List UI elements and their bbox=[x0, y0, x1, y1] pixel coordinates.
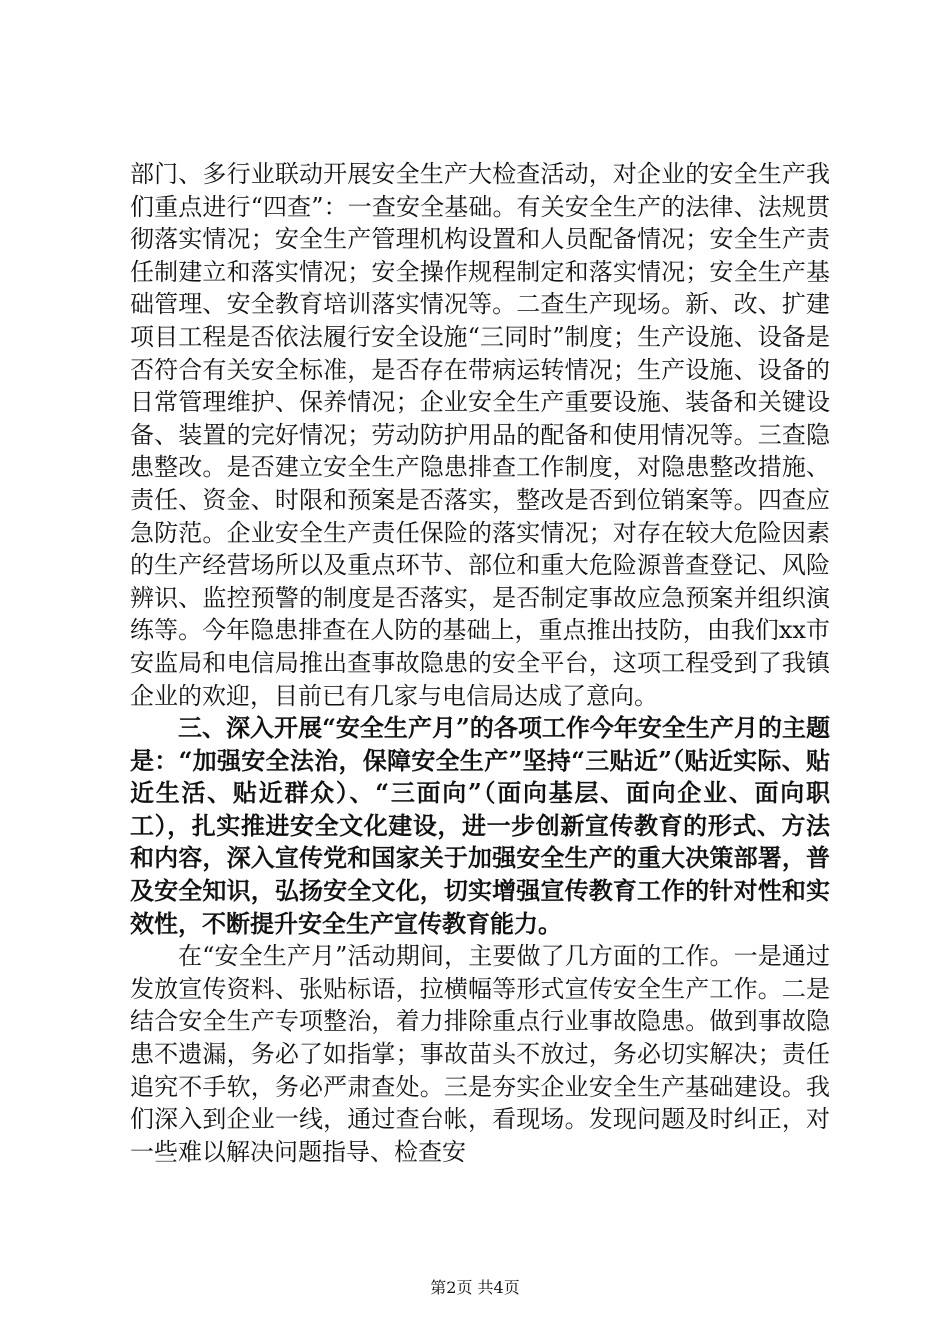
page-number-footer: 第2页 共4页 bbox=[430, 1278, 520, 1297]
paragraph-safety-inspection: 部门、多行业联动开展安全生产大检查活动，对企业的安全生产我们重点进行“四查”：一查安全基础。有关安全生产的法律、法规贯彻落实情况；安全生产管理机构设置和人员配备情况；安全生产责任制建立和落实情况；安全操作规程制定和落实情况；安全生产基础管理、安全教育培训落实情况等。二查生产现场。新、改、扩建项目工程是否依法履行安全设施“三同时”制度；生产设施、设备是否符合有关安全标准，是否存在带病运转情况；生产设施、设备的日常管理维护、保养情况；企业安全生产重要设施、装备和关键设备、装置的完好情况；劳动防护用品的配备和使用情况等。三查隐患整改。是否建立安全生产隐患排查工作制度，对隐患整改措施、责任、资金、时限和预案是否落实，整改是否到位销案等。四查应急防范。企业安全生产责任保险的落实情况；对存在较大危险因素的生产经营场所以及重点环节、部位和重大危险源普查登记、风险辨识、监控预警的制度是否落实，是否制定事故应急预案并组织演练等。今年隐患排查在人防的基础上，重点推出技防，由我们xx市安监局和电信局推出查事故隐患的安全平台，这项工程受到了我镇企业的欢迎，目前已有几家与电信局达成了意向。 bbox=[130, 160, 830, 710]
document-body bbox=[130, 158, 830, 1168]
paragraph-safety-month-heading: 三、深入开展“安全生产月”的各项工作今年安全生产月的主题是：“加强安全法治，保障安全生产”坚持“三贴近”（贴近实际、贴近生活、贴近群众）、“三面向”（面向基层、面向企业、面向职工），扎实推进安全文化建设，进一步创新宣传教育的形式、方法和内容，深入宣传党和国家关于加强安全生产的重大决策部署，普及安全知识，弘扬安全文化，切实增强宣传教育工作的针对性和实效性，不断提升安全生产宣传教育能力。 bbox=[130, 713, 830, 938]
paragraph-safety-month-work: 在“安全生产月”活动期间，主要做了几方面的工作。一是通过发放宣传资料、张贴标语，拉横幅等形式宣传安全生产工作。二是结合安全生产专项整治，着力排除重点行业事故隐患。做到事故隐患不遗漏，务必了如指掌；事故苗头不放过，务必切实解决；责任追究不手软，务必严肃查处。三是夯实企业安全生产基础建设。我们深入到企业一线，通过查台帐，看现场。发现问题及时纠正，对一些难以解决问题指导、检查安 bbox=[130, 942, 830, 1166]
